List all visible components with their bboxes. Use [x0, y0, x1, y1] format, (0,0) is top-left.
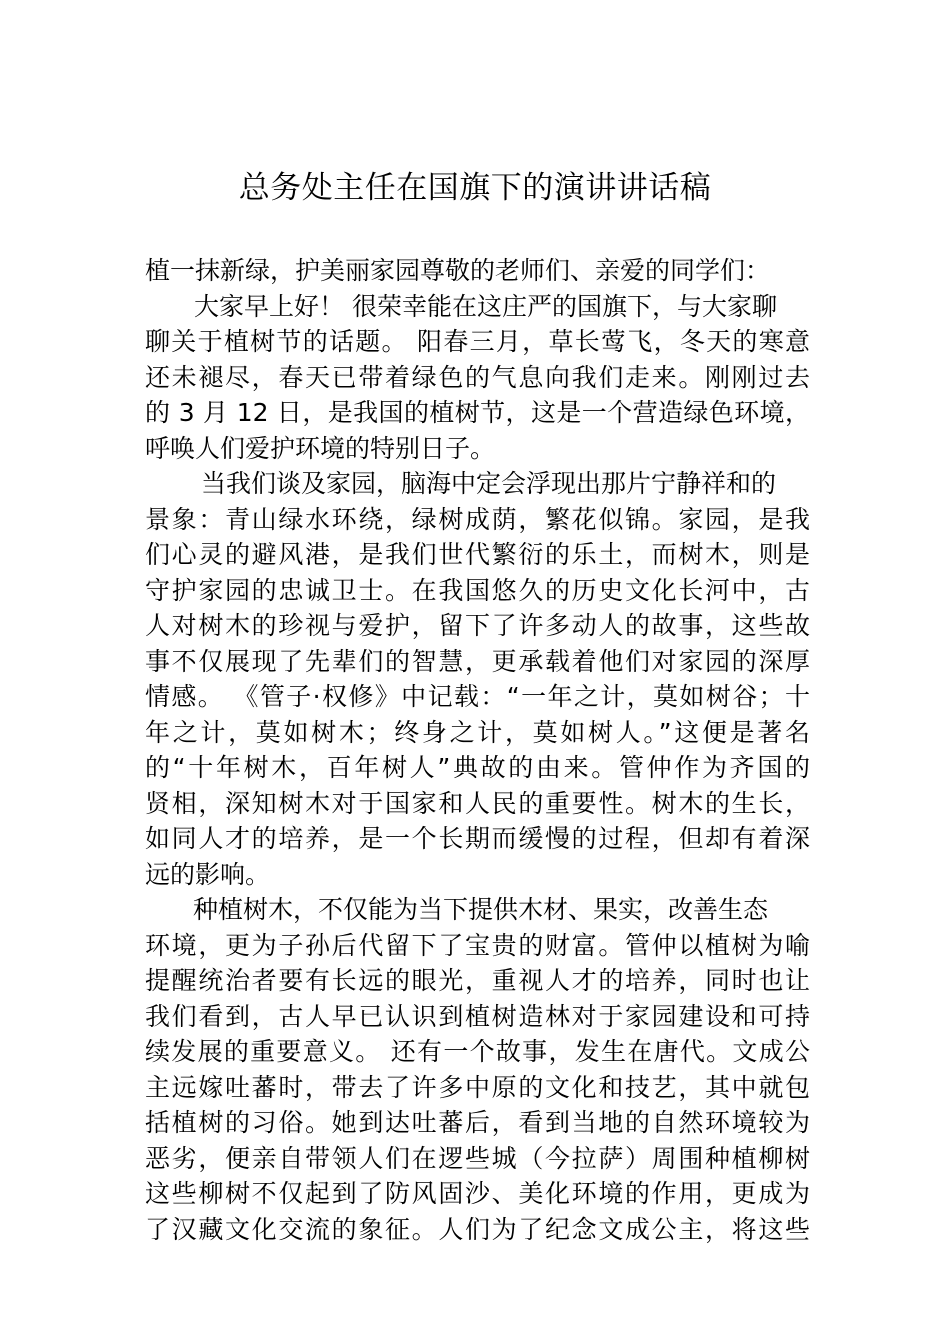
text-line: 事不仅展现了先辈们的智慧，更承载着他们对家园的深厚 — [145, 646, 810, 676]
text-line: 景象：青山绿水环绕，绿树成荫，繁花似锦。家园，是我 — [145, 504, 810, 534]
text-line: 了汉藏文化交流的象征。人们为了纪念文成公主，将这些 — [145, 1214, 810, 1244]
text-line: 续发展的重要意义。 还有一个故事，发生在唐代。文成公 — [145, 1037, 810, 1066]
text-line: 恶劣，便亲自带领人们在逻些城（今拉萨）周围种植柳树 — [145, 1143, 810, 1173]
text-line: 如同人才的培养，是一个长期而缓慢的过程，但却有着深 — [145, 824, 810, 853]
text-line: 我们看到，古人早已认识到植树造林对于家园建设和可持 — [145, 1001, 810, 1031]
text-line: 这些柳树不仅起到了防风固沙、美化环境的作用，更成为 — [145, 1179, 810, 1208]
document-title: 总务处主任在国旗下的演讲讲话稿 — [238, 170, 712, 206]
text-line: 当我们谈及家园，脑海中定会浮现出那片宁静祥和的 — [201, 469, 777, 498]
text-line: 呼唤人们爱护环境的特别日子。 — [145, 433, 496, 463]
text-line: 提醒统治者要有长远的眼光，重视人才的培养，同时也让 — [145, 966, 810, 995]
text-line: 环境，更为子孙后代留下了宝贵的财富。管仲以植树为喻 — [145, 930, 810, 960]
document-body — [145, 253, 810, 1247]
text-line: 远的影响。 — [145, 859, 271, 889]
text-line: 年之计，莫如树木；终身之计，莫如树人。”这便是著名 — [145, 717, 810, 747]
text-line: 主远嫁吐蕃时，带去了许多中原的文化和技艺，其中就包 — [145, 1072, 810, 1102]
text-line: 还未褪尽，春天已带着绿色的气息向我们走来。刚刚过去 — [145, 362, 810, 392]
text-line: 的 3 月 12 日，是我国的植树节，这是一个营造绿色环境， — [145, 398, 810, 427]
text-line: 种植树木，不仅能为当下提供木材、果实，改善生态 — [193, 895, 769, 924]
text-line: 植一抹新绿，护美丽家园尊敬的老师们、亲爱的同学们： — [145, 256, 771, 285]
text-line: 情感。 《管子·权修》中记载：“一年之计，莫如树谷；十 — [145, 682, 810, 711]
text-line: 们心灵的避风港，是我们世代繁衍的乐土，而树木，则是 — [145, 540, 810, 569]
text-line: 括植树的习俗。她到达吐蕃后，看到当地的自然环境较为 — [145, 1108, 810, 1137]
text-line: 聊关于植树节的话题。 阳春三月，草长莺飞，冬天的寒意 — [145, 327, 810, 356]
text-line: 大家早上好！ 很荣幸能在这庄严的国旗下，与大家聊 — [194, 291, 777, 321]
text-line: 守护家园的忠诚卫士。在我国悠久的历史文化长河中，古 — [145, 575, 810, 605]
text-line: 的“十年树木，百年树人”典故的由来。管仲作为齐国的 — [145, 753, 810, 782]
text-line: 人对树木的珍视与爱护，留下了许多动人的故事，这些故 — [145, 611, 810, 640]
text-line: 贤相，深知树木对于国家和人民的重要性。树木的生长， — [145, 788, 810, 818]
